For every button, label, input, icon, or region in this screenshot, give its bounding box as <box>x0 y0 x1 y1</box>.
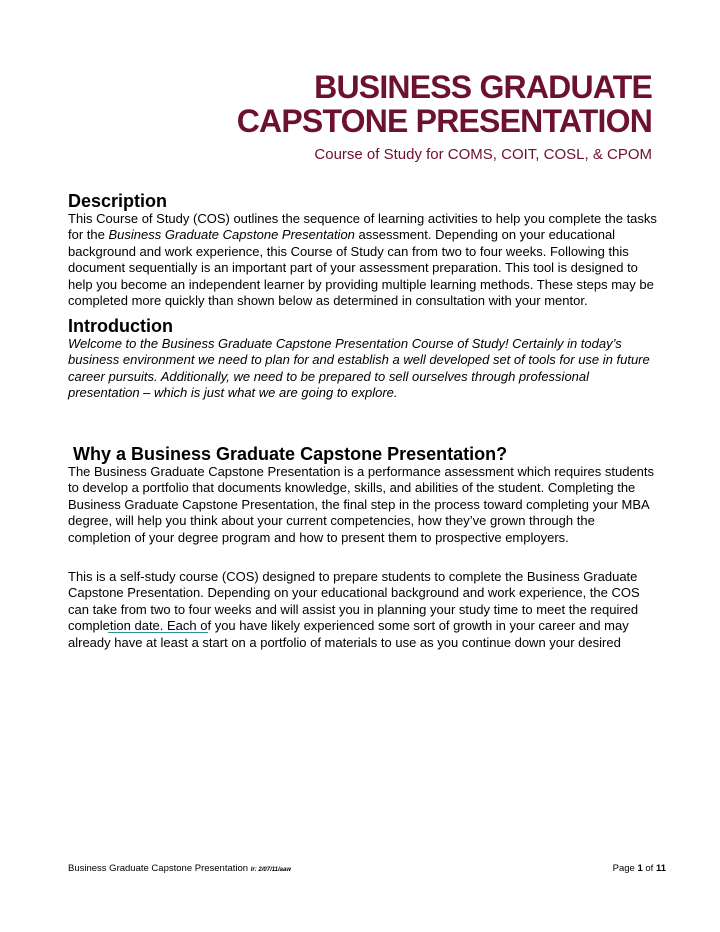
page-prefix: Page <box>612 863 638 874</box>
page-current: 1 <box>637 863 643 874</box>
page-total: 11 <box>655 863 666 874</box>
why-heading: Why a Business Graduate Capstone Presentation? <box>68 444 508 464</box>
introduction-section <box>68 316 658 402</box>
description-text <box>68 211 658 309</box>
footer-title: Business Graduate Capstone Presentation <box>68 863 251 874</box>
page-number <box>613 863 666 874</box>
page-of: of <box>642 863 656 874</box>
introduction-heading: Introduction <box>68 316 173 336</box>
introduction-text: Welcome to the Business Graduate Capstone Presentation Course of Study! Certainly in today’s business environment we need to plan for and establish a well developed set of tools for use in future career pursuits. Additionally, we need to be prepared to sell ourselves through professional presentation – which is just what we are going to explore. <box>68 336 650 401</box>
why-text: The Business Graduate Capstone Presentation is a performance assessment which requires students to develop a portfolio that documents knowledge, skills, and abilities of the student. Completing the Business Graduate Capstone Presentation, the final step in the process toward completing your MBA degree, will help you think about your current competencies, how they’ve grown through the completion of your degree program and how to present them to prospective employers. <box>68 464 655 545</box>
subtitle: Course of Study for COMS, COIT, COSL, & CPOM <box>314 146 652 163</box>
footer-revision: lr: 2/07/11/aaw <box>250 867 291 873</box>
title-block <box>60 70 652 164</box>
description-section <box>68 191 658 309</box>
self-study-text: This is a self-study course (COS) designed to prepare students to complete the Business Graduate Capstone Presentation. Depending on your educational background and work experience, the COS can take from two to four weeks and will assist you in planning your study time to meet the required completion date. Each of you have likely experienced some sort of growth in your career and may already have at least a start on a portfolio of materials to use as you continue down your desired <box>68 569 640 650</box>
title-line-1: BUSINESS GRADUATE <box>314 69 652 105</box>
description-text-a: This Course of Study (COS) outlines the sequence of learning activities to help you complete the tasks for the <box>68 211 657 243</box>
description-text-italic: Business Graduate Capstone Presentation <box>108 227 355 243</box>
self-study-section <box>68 569 658 651</box>
description-heading: Description <box>68 191 168 211</box>
description-text-b: assessment. Depending on your educational background and work experience, this Course of Study can from two to four weeks. Following this document sequentially is an important part of your assessment preparation. This tool is designed to help you become an independent learner by providing multiple learning methods. These steps may be completed more quickly than shown below as determined in consultation with your mentor. <box>68 227 654 309</box>
why-section <box>68 444 658 546</box>
spellcheck-underline <box>108 632 208 634</box>
footer-left <box>68 863 291 874</box>
title-line-2: CAPSTONE PRESENTATION <box>236 103 652 139</box>
